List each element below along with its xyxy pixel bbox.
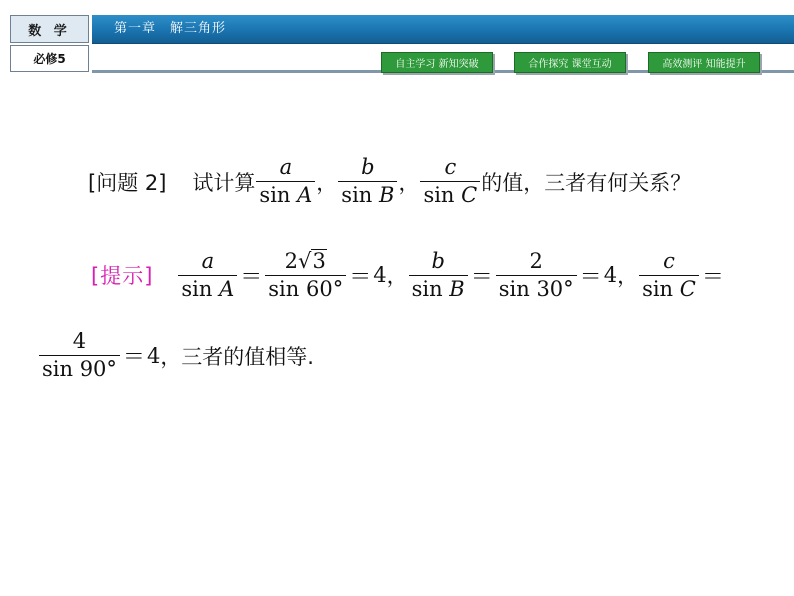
den-fn: sin <box>423 183 462 207</box>
equals-sign: ＝ <box>701 264 724 290</box>
den-var: C <box>461 183 478 207</box>
denominator <box>256 181 315 207</box>
separator: ， <box>316 170 338 195</box>
numerator: b <box>361 155 375 179</box>
denominator: sin 90° <box>39 355 120 381</box>
denominator <box>409 275 468 301</box>
question-lead: 试计算 <box>192 170 256 195</box>
equals-sign: ＝ <box>470 264 493 290</box>
numerator: b <box>431 248 445 273</box>
subject-label: 数 学 <box>10 15 89 43</box>
den-fn: sin <box>642 276 680 301</box>
den-var: B <box>379 183 395 207</box>
conclusion-text: ，三者的值相等. <box>160 344 314 369</box>
hint-label: [提示] <box>91 264 154 288</box>
denominator <box>338 181 397 207</box>
den-fn: sin <box>181 276 220 301</box>
module-label: 必修5 <box>10 45 89 72</box>
separator: ， <box>617 264 639 288</box>
coefficient: 2 <box>284 249 299 273</box>
denominator <box>639 275 699 301</box>
result-value: 4 <box>603 263 618 287</box>
fraction-2root3-over-sin60 <box>265 249 346 301</box>
den-var: A <box>219 276 235 301</box>
hint-line <box>91 249 726 301</box>
den-var: A <box>297 183 313 207</box>
equals-sign: ＝ <box>579 264 602 290</box>
fraction-b-over-sinB <box>338 156 397 207</box>
radicand: 3 <box>312 249 326 273</box>
hint-continuation-line <box>38 330 314 381</box>
result-value: 4 <box>373 263 387 287</box>
radical-sign: √ <box>298 249 312 273</box>
fraction-b-over-sinB <box>409 250 468 301</box>
numerator: 4 <box>72 329 87 353</box>
den-fn: sin <box>341 183 379 207</box>
numerator: 2 <box>529 248 543 273</box>
fraction-c-over-sinC <box>639 250 699 301</box>
numerator: c <box>444 155 457 179</box>
numerator: a <box>201 248 215 273</box>
den-var: C <box>679 276 696 301</box>
fraction-a-over-sinA <box>178 250 237 301</box>
nav-button-self-study[interactable]: 自主学习 新知突破 <box>381 52 493 73</box>
denominator <box>178 275 237 301</box>
result-value: 4 <box>146 343 161 368</box>
denominator <box>420 181 480 207</box>
chapter-title: 第一章 解三角形 <box>114 21 227 36</box>
square-root <box>298 249 327 273</box>
equals-sign: ＝ <box>122 345 145 370</box>
den-fn: sin <box>411 276 450 301</box>
question-line <box>88 156 691 207</box>
fraction-2-over-sin30 <box>496 250 577 301</box>
fraction-c-over-sinC <box>420 156 480 207</box>
title-bar <box>92 15 794 44</box>
den-fn: sin <box>259 183 298 207</box>
numerator: a <box>279 155 293 179</box>
nav-button-cooperative-inquiry[interactable]: 合作探究 课堂互动 <box>514 52 626 73</box>
separator: ， <box>398 170 420 195</box>
nav-button-assessment[interactable]: 高效测评 知能提升 <box>648 52 760 73</box>
question-label: [问题 2] <box>88 170 167 195</box>
equals-sign: ＝ <box>240 264 263 290</box>
fraction-a-over-sinA <box>256 156 315 207</box>
denominator: sin 60° <box>265 275 346 301</box>
denominator: sin 30° <box>496 275 577 301</box>
equals-sign: ＝ <box>349 264 372 290</box>
numerator <box>282 249 330 275</box>
separator: ， <box>386 264 408 288</box>
question-tail: 的值，三者有何关系？ <box>481 170 692 195</box>
numerator: c <box>663 248 675 273</box>
fraction-4-over-sin90 <box>39 330 120 381</box>
den-var: B <box>449 276 465 301</box>
